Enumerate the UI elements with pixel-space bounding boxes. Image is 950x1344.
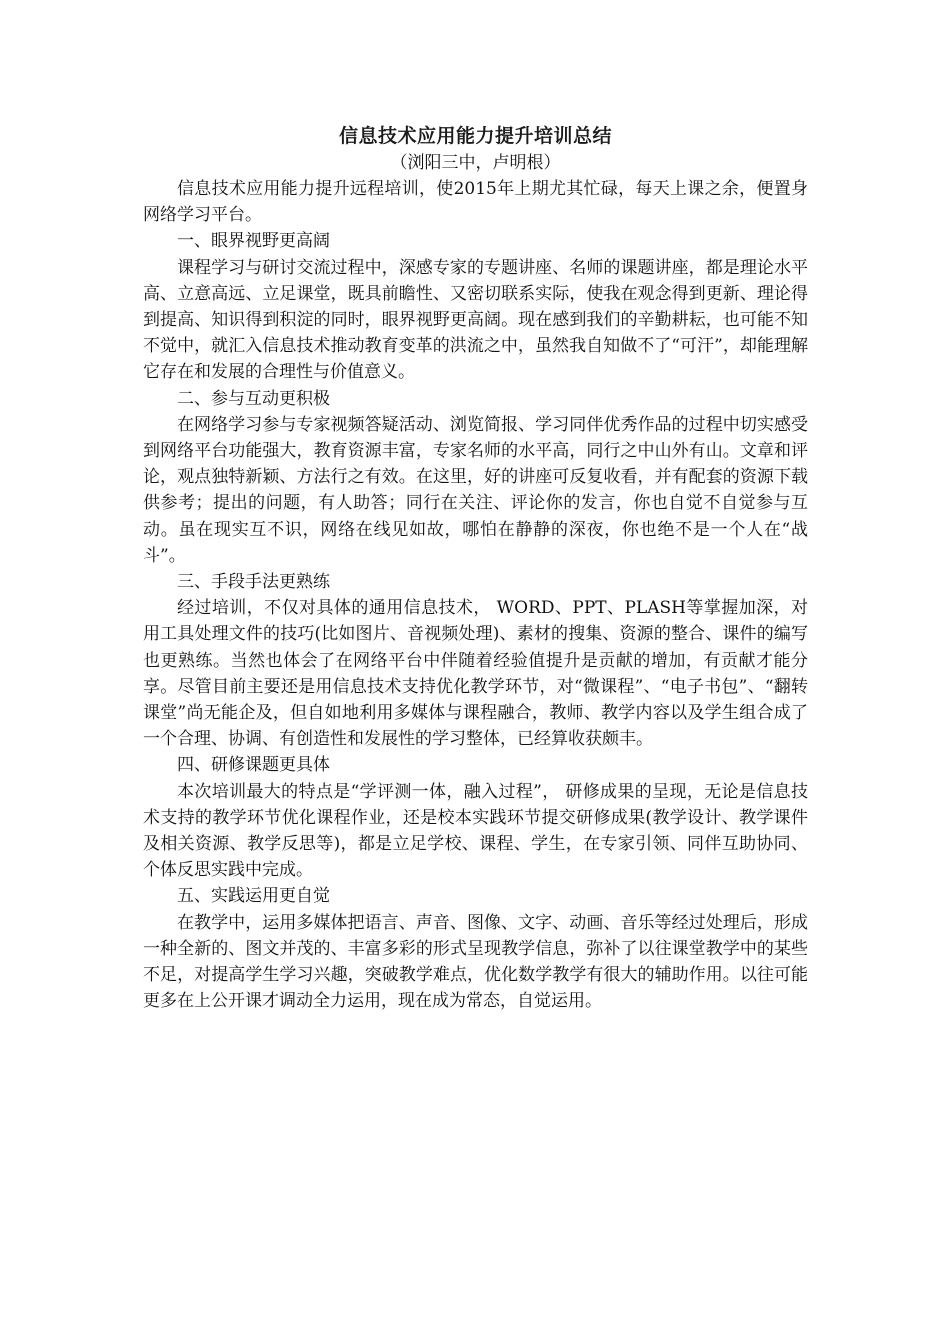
section-heading-4: 四、研修课题更具体 (177, 755, 330, 776)
section-heading-1: 一、眼界视野更高阔 (177, 231, 330, 252)
document-title: 信息技术应用能力提升培训总结 (338, 125, 612, 147)
section-heading-2: 二、参与互动更积极 (177, 388, 330, 409)
section-body-1: 课程学习与研讨交流过程中，深感专家的专题讲座、名师的课题讲座，都是理论水平高、立意高远、立足课堂，既具前瞻性、又密切联系实际，使我在观念得到更新、理论得到提高、知识得到积淀的同时，眼界视野更高阔。现在感到我们的辛勤耕耘，也可能不知不觉中，就汇入信息技术推动教育变革的洪流之中，虽然我自知做不了“可汗”，却能理解它存在和发展的合理性与价值意义。 (143, 257, 808, 383)
document-body (143, 121, 808, 1015)
section-body-5: 在教学中，运用多媒体把语言、声音、图像、文字、动画、音乐等经过处理后，形成一种全新的、图文并茂的、丰富多彩的形式呈现教学信息，弥补了以往课堂教学中的某些不足，对提高学生学习兴趣，突破教学难点，优化数学教学有很大的辅助作用。以往可能更多在上公开课才调动全力运用，现在成为常态，自觉运用。 (143, 912, 808, 1012)
section-heading-3: 三、手段手法更熟练 (177, 572, 330, 593)
section-body-3: 经过培训，不仅对具体的通用信息技术， WORD、PPT、PLASH等掌握加深，对用工具处理文件的技巧(比如图片、音视频处理)、素材的搜集、资源的整合、课件的编写也更熟练。当然也体会了在网络平台中伴随着经验值提升是贡献的增加，有贡献才能分享。尽管目前主要还是用信息技术支持优化教学环节，对“微课程”、“电子书包”、“翻转课堂”尚无能企及，但自如地利用多媒体与课程融合，教师、教学内容以及学生组合成了一个合理、协调、有创造性和发展性的学习整体，已经算收获颇丰。 (143, 598, 808, 750)
author-line: （浏阳三中，卢明根） (390, 153, 561, 173)
section-body-2: 在网络学习参与专家视频答疑活动、浏览简报、学习同伴优秀作品的过程中切实感受到网络平台功能强大，教育资源丰富，专家名师的水平高，同行之中山外有山。文章和评论，观点独特新颖、方法行之有效。在这里，好的讲座可反复收看，并有配套的资源下载供参考；提出的问题，有人助答；同行在关注、评论你的发言，你也自觉不自觉参与互动。虽在现实互不识，网络在线见如故，哪怕在静静的深夜，你也绝不是一个人在“战斗”。 (143, 414, 808, 566)
section-body-4: 本次培训最大的特点是“学评测一体，融入过程”， 研修成果的呈现，无论是信息技术支持的教学环节优化课程作业，还是校本实践环节提交研修成果(教学设计、教学课件及相关资源、教学反思等)，都是立足学校、课程、学生，在专家引领、同伴互助协同、个体反思实践中完成。 (143, 781, 808, 881)
intro-paragraph: 信息技术应用能力提升远程培训，使2015年上期尤其忙碌，每天上课之余，便置身网络学习平台。 (143, 179, 808, 226)
section-heading-5: 五、实践运用更自觉 (177, 886, 330, 907)
